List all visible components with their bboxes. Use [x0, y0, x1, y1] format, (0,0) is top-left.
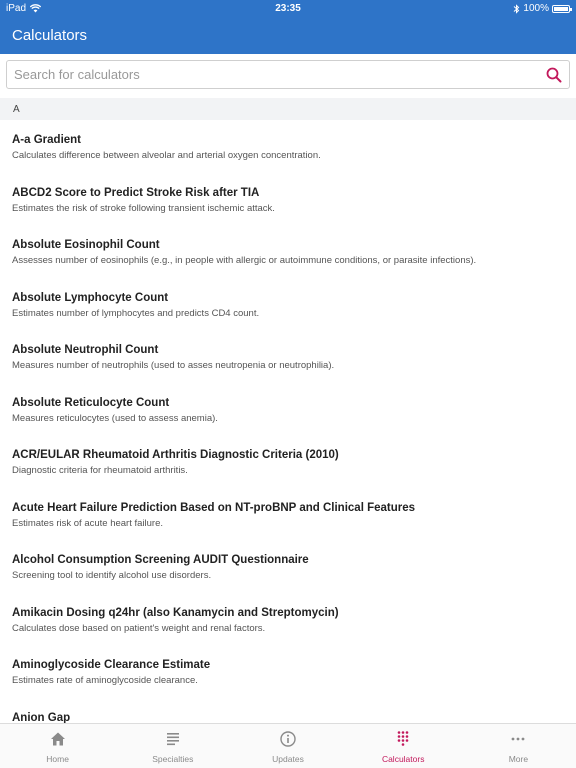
- calculator-description: Measures reticulocytes (used to assess anemia).: [12, 412, 218, 424]
- list-item[interactable]: [0, 698, 576, 725]
- list-icon: [164, 730, 182, 748]
- list-item[interactable]: [0, 435, 576, 487]
- list-item[interactable]: [0, 330, 576, 382]
- list-item[interactable]: [0, 540, 576, 592]
- battery-fill: [554, 7, 568, 11]
- tab-more[interactable]: [461, 724, 576, 768]
- page-title: Calculators: [12, 27, 88, 44]
- calculator-description: Estimates rate of aminoglycoside clearance.: [12, 675, 198, 686]
- list-item[interactable]: [0, 645, 576, 697]
- calculator-description: Assesses number of eosinophils (e.g., in people with allergic or autoimmune conditions, or parasite infections).: [12, 255, 477, 266]
- tab-label: More: [508, 754, 529, 764]
- search-input[interactable]: [7, 61, 535, 88]
- tab-home[interactable]: [0, 724, 115, 768]
- calculator-description: Calculates dose based on patient's weight and renal factors.: [12, 622, 266, 634]
- tab-label: Calculators: [381, 754, 425, 764]
- list-item[interactable]: [0, 173, 576, 225]
- battery-percent: 100%: [523, 3, 549, 14]
- list-item[interactable]: [0, 278, 576, 330]
- calculator-name: Acute Heart Failure Prediction Based on NT-proBNP and Clinical Features: [12, 501, 416, 514]
- tab-specialties[interactable]: [115, 724, 230, 768]
- calculator-name: Absolute Eosinophil Count: [12, 239, 160, 251]
- calculator-name: Amikacin Dosing q24hr (also Kanamycin and Streptomycin): [12, 606, 339, 619]
- device-name: iPad: [6, 3, 27, 14]
- calculator-list[interactable]: [0, 120, 576, 724]
- tab-bar: [0, 723, 576, 768]
- search-box[interactable]: [6, 60, 570, 89]
- list-item[interactable]: [0, 488, 576, 540]
- tab-calculators[interactable]: [346, 724, 461, 768]
- calculator-description: Measures number of neutrophils (used to asses neutropenia or neutrophilia).: [12, 360, 335, 371]
- search-icon[interactable]: [545, 66, 563, 84]
- search-bar: [0, 54, 576, 99]
- list-item[interactable]: [0, 120, 576, 172]
- calculator-description: Estimates the risk of stroke following transient ischemic attack.: [12, 202, 275, 214]
- list-item[interactable]: [0, 225, 576, 277]
- tab-label: Updates: [272, 754, 304, 764]
- bluetooth-icon: [513, 4, 520, 14]
- status-time: 23:35: [275, 3, 301, 14]
- list-item[interactable]: [0, 383, 576, 435]
- calculator-name: Absolute Neutrophil Count: [12, 344, 159, 356]
- list-item[interactable]: [0, 593, 576, 645]
- status-right: [513, 3, 570, 14]
- calculator-description: Screening tool to identify alcohol use disorders.: [12, 570, 212, 581]
- tab-label: Specialties: [152, 754, 194, 764]
- section-header: A: [0, 98, 576, 120]
- calculator-name: ABCD2 Score to Predict Stroke Risk after TIA: [12, 186, 260, 199]
- calculator-name: Alcohol Consumption Screening AUDIT Questionnaire: [12, 554, 309, 566]
- calculator-description: Calculates difference between alveolar and arterial oxygen concentration.: [12, 150, 321, 161]
- calculator-name: A-a Gradient: [12, 134, 82, 146]
- calculator-name: Absolute Lymphocyte Count: [12, 291, 169, 304]
- keypad-icon: [394, 730, 412, 748]
- calculator-name: ACR/EULAR Rheumatoid Arthritis Diagnostic Criteria (2010): [12, 449, 339, 461]
- calculator-description: Diagnostic criteria for rheumatoid arthritis.: [12, 465, 188, 476]
- nav-bar: [0, 18, 576, 54]
- tab-label: Home: [46, 754, 69, 764]
- calculator-description: Estimates number of lymphocytes and predicts CD4 count.: [12, 307, 260, 319]
- calculator-description: Estimates risk of acute heart failure.: [12, 517, 164, 529]
- home-icon: [49, 730, 67, 748]
- calculator-name: Absolute Reticulocyte Count: [12, 396, 170, 409]
- more-icon: [509, 730, 527, 748]
- calculator-name: Aminoglycoside Clearance Estimate: [12, 659, 211, 671]
- calculator-name: Anion Gap: [12, 711, 71, 724]
- status-bar: [0, 0, 576, 18]
- tab-updates[interactable]: [230, 724, 345, 768]
- battery-icon: [552, 5, 570, 13]
- info-icon: [279, 730, 297, 748]
